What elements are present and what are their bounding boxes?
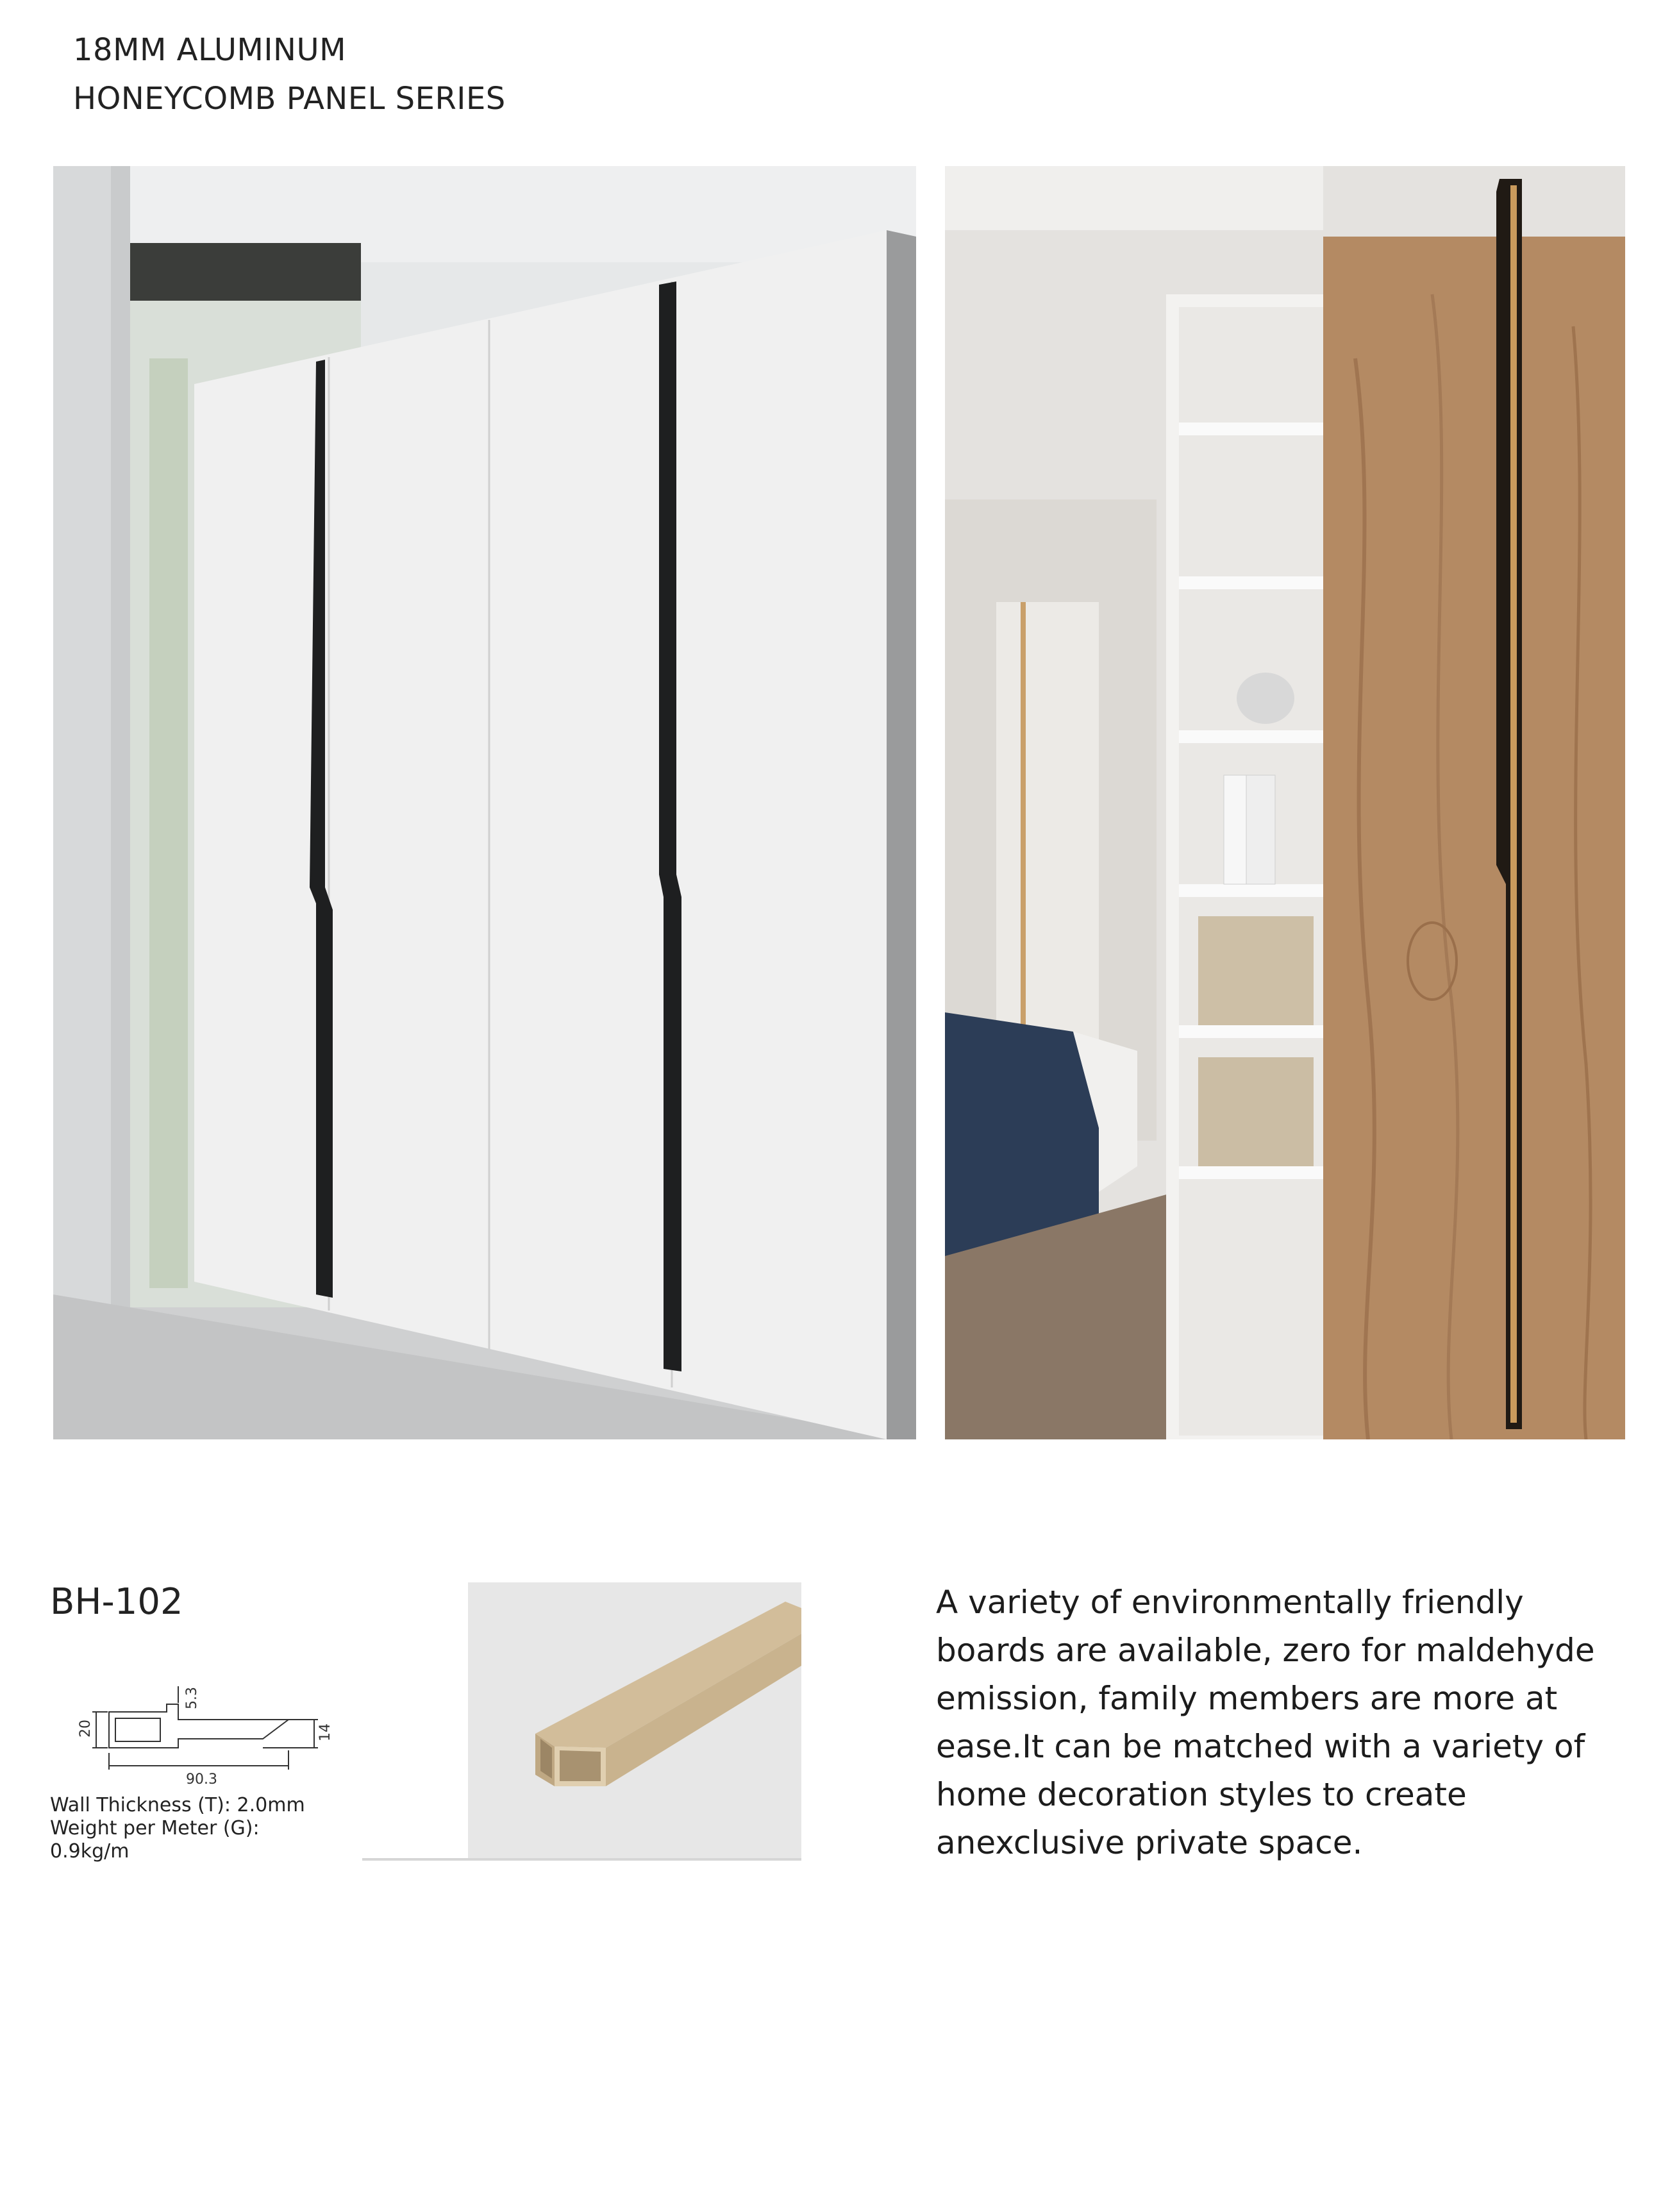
product-code: BH-102 xyxy=(50,1581,183,1623)
white-wardrobe-photo xyxy=(53,166,916,1439)
dim-height-label: 20 xyxy=(78,1720,94,1738)
dim-top-label: 5.3 xyxy=(184,1687,200,1709)
dim-width-label: 90.3 xyxy=(186,1772,217,1788)
wall-thickness: Wall Thickness (T): 2.0mm xyxy=(50,1794,305,1816)
dim-right-label: 14 xyxy=(317,1723,333,1741)
title-line-1: 18MM ALUMINUM xyxy=(73,32,347,68)
product-description: A variety of environmentally friendly boards are available, zero for maldehyde emission, family members are more at ease.It can be matched with a variety of home decoration styles to create anexclusive private space. xyxy=(936,1584,1595,1861)
title-line-2: HONEYCOMB PANEL SERIES xyxy=(73,81,506,117)
profile-technical-drawing xyxy=(71,1686,340,1789)
weight-value: 0.9kg/m xyxy=(50,1840,129,1863)
page-title xyxy=(73,26,506,123)
profile-product-photo xyxy=(362,1582,801,1866)
product-specs xyxy=(50,1794,383,1863)
weight-label: Weight per Meter (G): xyxy=(50,1817,260,1839)
wood-wardrobe-photo xyxy=(945,166,1625,1439)
